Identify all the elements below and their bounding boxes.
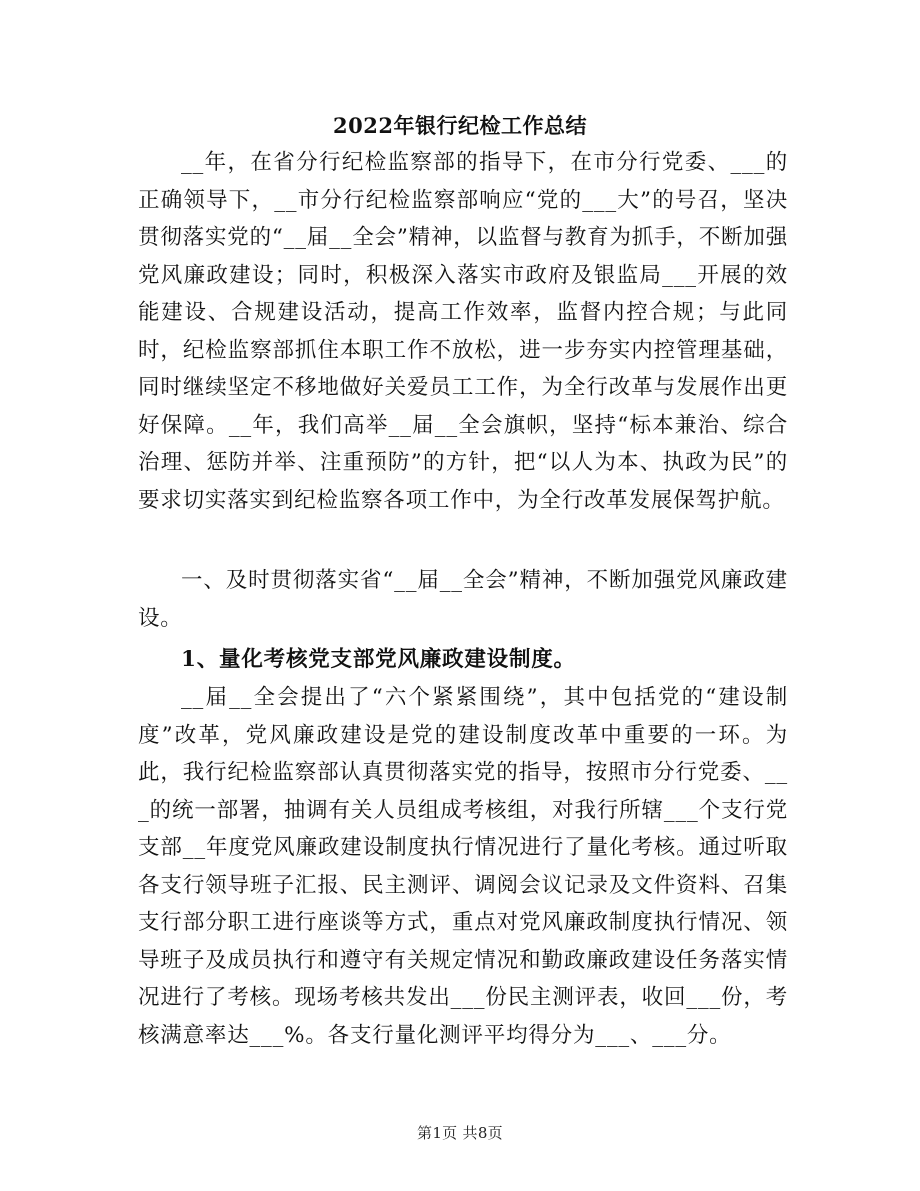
page-number-footer: 第1页 共8页 — [417, 1124, 503, 1142]
document-title: 2022年银行纪检工作总结 — [333, 113, 587, 138]
subsection-heading: 1、量化考核党支部党风廉政建设制度。 — [181, 647, 576, 672]
subsection-paragraph: __届__全会提出了“六个紧紧围绕”，其中包括党的“建设制度”改革，党风廉政建设是党的建设制度改革中重要的一环。为此，我行纪检监察部认真贯彻落实党的指导，按照市分行党委、___的统一部署，抽调有关人员组成考核组，对我行所辖___个支行党支部__年度党风廉政建设制度执行情况进行了量化考核。通过听取各支行领导班子汇报、民主测评、调阅会议记录及文件资料、召集支行部分职工进行座谈等方式，重点对党风廉政制度执行情况、领导班子及成员执行和遵守有关规定情况和勤政廉政建设任务落实情况进行了考核。现场考核共发出___份民主测评表，收回___份，考核满意率达___%。各支行量化测评平均得分为___、___分。 — [138, 685, 788, 1048]
intro-paragraph: __年，在省分行纪检监察部的指导下，在市分行党委、___的正确领导下，__市分行纪检监察部响应“党的___大”的号召，坚决贯彻落实党的“__届__全会”精神，以监督与教育为抓手，不断加强党风廉政建设；同时，积极深入落实市政府及银监局___开展的效能建设、合规建设活动，提高工作效率，监督内控合规；与此同时，纪检监察部抓住本职工作不放松，进一步夯实内控管理基础，同时继续坚定不移地做好关爱员工工作，为全行改革与发展作出更好保障。__年，我们高举__届__全会旗帜，坚持“标本兼治、综合治理、惩防并举、注重预防”的方针，把“以人为本、执政为民”的要求切实落实到纪检监察各项工作中，为全行改革发展保驾护航。 — [138, 150, 788, 513]
section-one-heading-paragraph: 一、及时贯彻落实省“__届__全会”精神，不断加强党风廉政建设。 — [138, 568, 788, 631]
